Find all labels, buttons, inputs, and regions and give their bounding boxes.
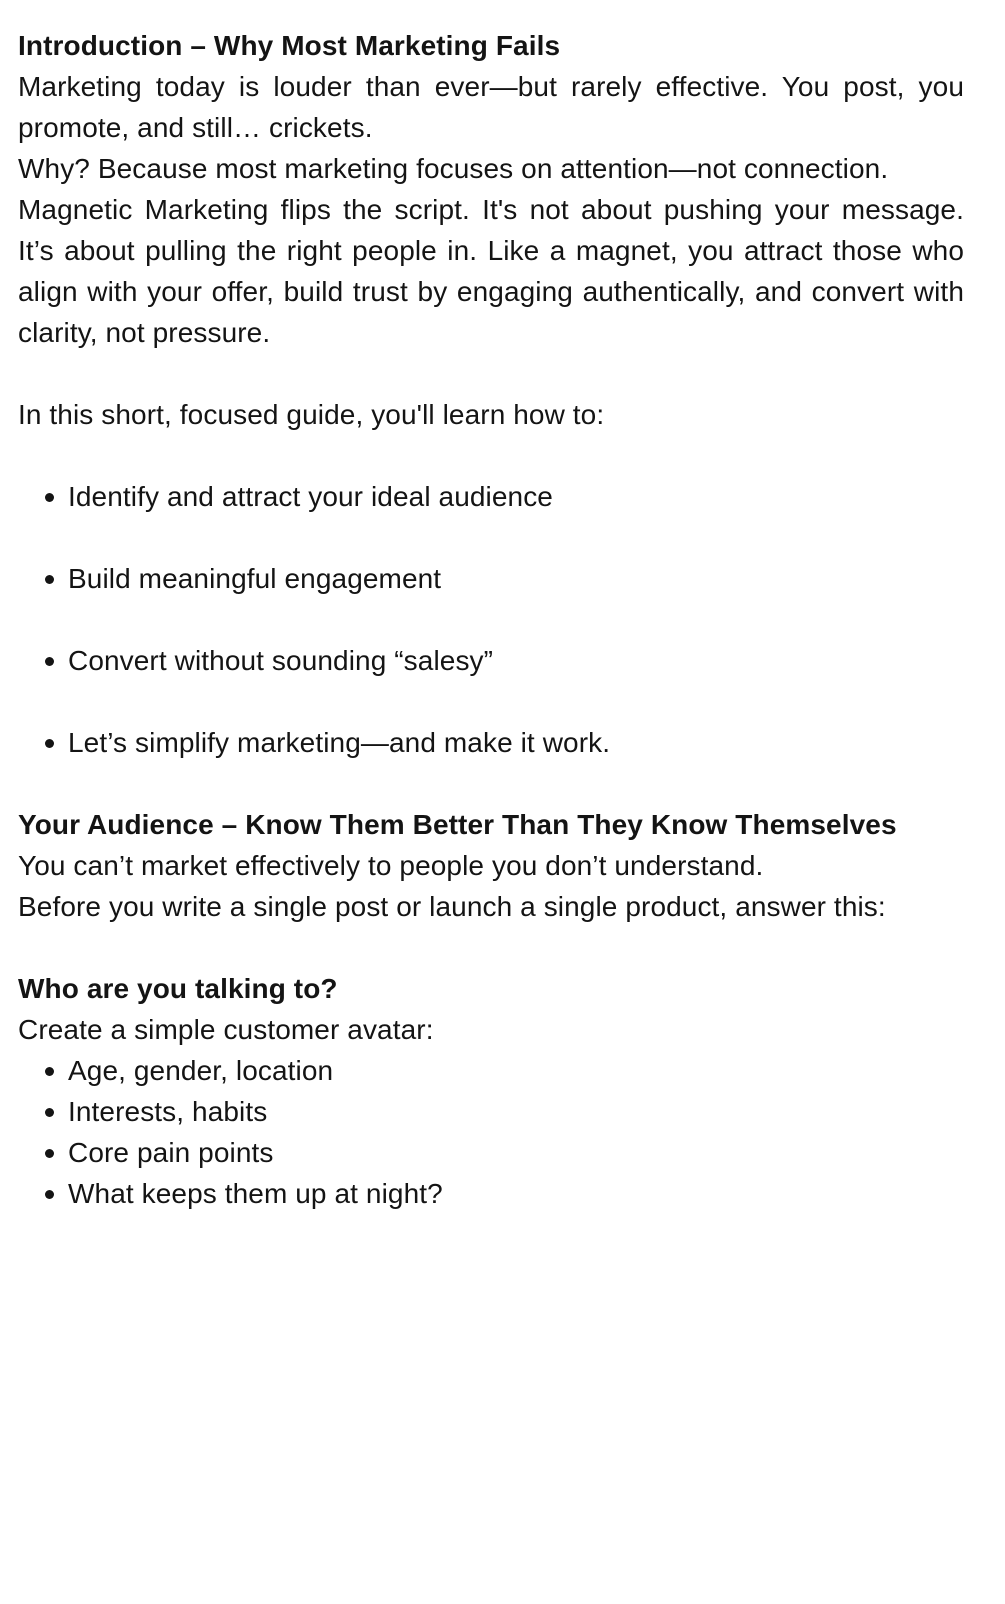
- list-item-text: Age, gender, location: [68, 1055, 334, 1086]
- list-item-text: Let’s simplify marketing—and make it work.: [68, 727, 611, 758]
- paragraph: Before you write a single post or launch a single product, answer this:: [18, 891, 886, 922]
- bullet-icon: [45, 575, 54, 584]
- spacer: [18, 927, 964, 968]
- list-item-text: Core pain points: [68, 1137, 274, 1168]
- bullet-icon: [45, 493, 54, 502]
- bullet-icon: [45, 739, 54, 748]
- bullet-icon: [45, 657, 54, 666]
- list-item: [18, 722, 964, 763]
- list-item: [18, 476, 964, 517]
- list-item: [18, 1091, 964, 1132]
- avatar-bullet-list: [18, 1050, 964, 1214]
- spacer: [18, 435, 964, 476]
- bullet-icon: [45, 1067, 54, 1076]
- guide-intro-line: In this short, focused guide, you'll learn how to:: [18, 399, 605, 430]
- paragraph: You can’t market effectively to people you don’t understand.: [18, 850, 764, 881]
- bullet-icon: [45, 1108, 54, 1117]
- section-heading-audience: Your Audience – Know Them Better Than They Know Themselves: [18, 809, 897, 840]
- list-item: [18, 1132, 964, 1173]
- list-item-text: Identify and attract your ideal audience: [68, 481, 553, 512]
- spacer: [18, 353, 964, 394]
- list-item-text: What keeps them up at night?: [68, 1178, 443, 1209]
- list-item-text: Interests, habits: [68, 1096, 268, 1127]
- bullet-icon: [45, 1190, 54, 1199]
- list-item: [18, 1050, 964, 1091]
- bullet-icon: [45, 1149, 54, 1158]
- section-heading-introduction: Introduction – Why Most Marketing Fails: [18, 30, 561, 61]
- avatar-intro-line: Create a simple customer avatar:: [18, 1014, 434, 1045]
- list-item: [18, 1173, 964, 1214]
- paragraph: Magnetic Marketing flips the script. It's not about pushing your message. It’s about pulling the right people in. Like a magnet, you attract those who align with your offer, build trust by engaging authentically, and convert with clarity, not pressure.: [18, 194, 964, 348]
- list-item-text: Convert without sounding “salesy”: [68, 645, 494, 676]
- subheading-who: Who are you talking to?: [18, 973, 338, 1004]
- list-item: [18, 558, 964, 599]
- paragraph: Why? Because most marketing focuses on attention—not connection.: [18, 153, 889, 184]
- paragraph: Marketing today is louder than ever—but rarely effective. You post, you promote, and still… crickets.: [18, 71, 964, 143]
- document-page: [18, 25, 964, 1214]
- guide-bullet-list: [18, 476, 964, 763]
- list-item-text: Build meaningful engagement: [68, 563, 442, 594]
- list-item: [18, 640, 964, 681]
